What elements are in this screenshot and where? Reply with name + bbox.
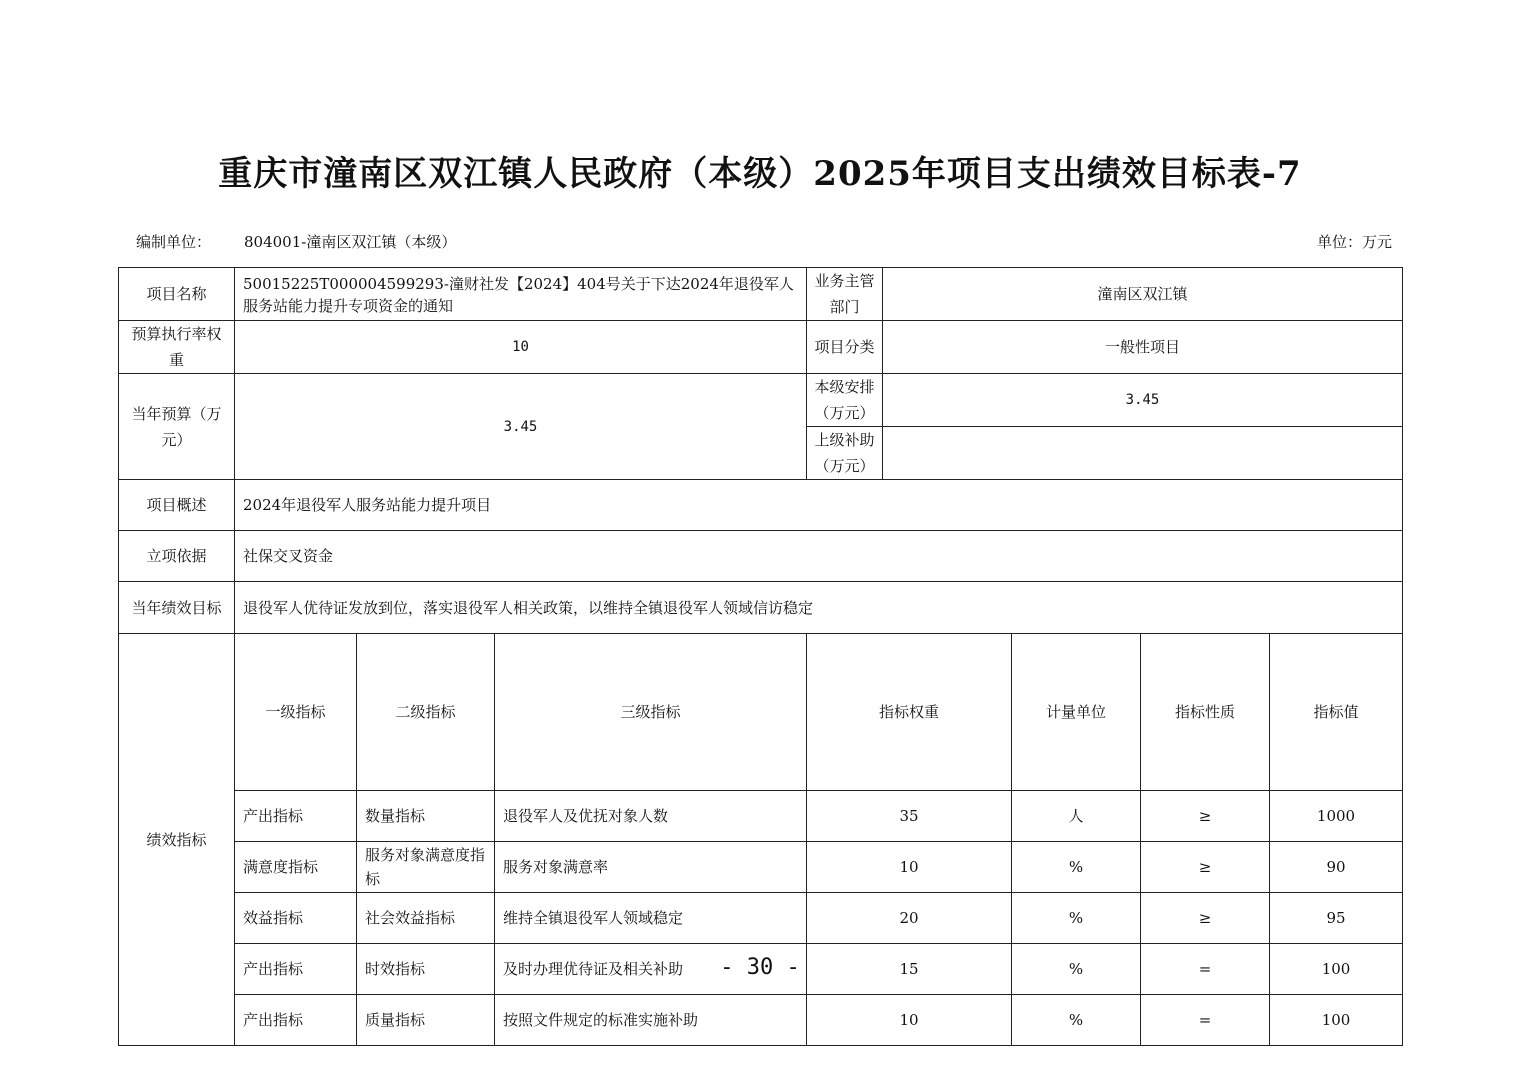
category-label: 项目分类 <box>807 321 883 374</box>
basis-label: 立项依据 <box>119 531 235 582</box>
local-funding-value: 3.45 <box>883 374 1403 427</box>
page-number: - 30 - <box>720 955 800 980</box>
budget-value: 3.45 <box>235 374 807 480</box>
goal-label: 当年绩效目标 <box>119 582 235 634</box>
row-unit: % <box>1012 995 1141 1046</box>
header-level1: 一级指标 <box>235 634 357 791</box>
row-level2: 时效指标 <box>357 944 495 995</box>
dept-value: 潼南区双江镇 <box>883 268 1403 321</box>
row-nature: ≥ <box>1141 791 1270 842</box>
row-nature: ≥ <box>1141 842 1270 893</box>
project-name-label: 项目名称 <box>119 268 235 321</box>
row-level2: 数量指标 <box>357 791 495 842</box>
budget-label: 当年预算（万元） <box>119 374 235 480</box>
row-level2: 社会效益指标 <box>357 893 495 944</box>
row-weight: 10 <box>807 995 1012 1046</box>
table-row <box>119 842 1403 893</box>
row-level2: 质量指标 <box>357 995 495 1046</box>
weight-label: 预算执行率权重 <box>119 321 235 374</box>
upper-subsidy-label: 上级补助（万元） <box>807 427 883 480</box>
row-level2: 服务对象满意度指标 <box>357 842 495 893</box>
row-value: 90 <box>1270 842 1403 893</box>
indicator-header-row <box>119 634 1403 791</box>
row-level3: 及时办理优待证及相关补助 <box>495 944 807 995</box>
currency-unit: 单位：万元 <box>1316 233 1392 251</box>
row-unit: % <box>1012 893 1141 944</box>
weight-value: 10 <box>235 321 807 374</box>
compiling-unit-label: 编制单位： <box>136 233 212 251</box>
header-unit: 计量单位 <box>1012 634 1141 791</box>
row-level3: 维持全镇退役军人领域稳定 <box>495 893 807 944</box>
row-level3: 服务对象满意率 <box>495 842 807 893</box>
row-level1: 产出指标 <box>235 944 357 995</box>
upper-subsidy-value <box>883 427 1403 480</box>
row-level3: 按照文件规定的标准实施补助 <box>495 995 807 1046</box>
row-level1: 满意度指标 <box>235 842 357 893</box>
row-level3: 退役军人及优抚对象人数 <box>495 791 807 842</box>
row-nature: ≥ <box>1141 893 1270 944</box>
row-weight: 15 <box>807 944 1012 995</box>
compiling-unit-value: 804001-潼南区双江镇（本级） <box>244 233 457 251</box>
header-weight: 指标权重 <box>807 634 1012 791</box>
goal-value: 退役军人优待证发放到位，落实退役军人相关政策，以维持全镇退役军人领域信访稳定 <box>235 582 1403 634</box>
compiling-unit <box>136 231 456 252</box>
header-level3: 三级指标 <box>495 634 807 791</box>
category-value: 一般性项目 <box>883 321 1403 374</box>
header-nature: 指标性质 <box>1141 634 1270 791</box>
dept-label: 业务主管部门 <box>814 272 875 316</box>
local-funding-label: 本级安排（万元） <box>807 374 883 427</box>
row-nature: = <box>1141 944 1270 995</box>
row-value: 100 <box>1270 944 1403 995</box>
page-title: 重庆市潼南区双江镇人民政府（本级）2025年项目支出绩效目标表-7 <box>218 154 1302 194</box>
table-row <box>119 995 1403 1046</box>
overview-label: 项目概述 <box>119 480 235 531</box>
row-value: 100 <box>1270 995 1403 1046</box>
row-unit: % <box>1012 842 1141 893</box>
dept-label-cell <box>807 268 883 321</box>
row-value: 95 <box>1270 893 1403 944</box>
row-unit: 人 <box>1012 791 1141 842</box>
project-name-value: 50015225T000004599293-潼财社发【2024】404号关于下达2024年退役军人服务站能力提升专项资金的通知 <box>235 268 807 321</box>
row-level1: 产出指标 <box>235 791 357 842</box>
row-level1: 产出指标 <box>235 995 357 1046</box>
row-weight: 10 <box>807 842 1012 893</box>
row-weight: 35 <box>807 791 1012 842</box>
basis-value: 社保交叉资金 <box>235 531 1403 582</box>
indicators-label: 绩效指标 <box>119 634 235 1046</box>
row-nature: = <box>1141 995 1270 1046</box>
table-row <box>119 893 1403 944</box>
performance-table <box>118 267 1403 1046</box>
row-value: 1000 <box>1270 791 1403 842</box>
row-unit: % <box>1012 944 1141 995</box>
header-level2: 二级指标 <box>357 634 495 791</box>
overview-value: 2024年退役军人服务站能力提升项目 <box>235 480 1403 531</box>
table-row <box>119 791 1403 842</box>
row-weight: 20 <box>807 893 1012 944</box>
header-value: 指标值 <box>1270 634 1403 791</box>
row-level1: 效益指标 <box>235 893 357 944</box>
